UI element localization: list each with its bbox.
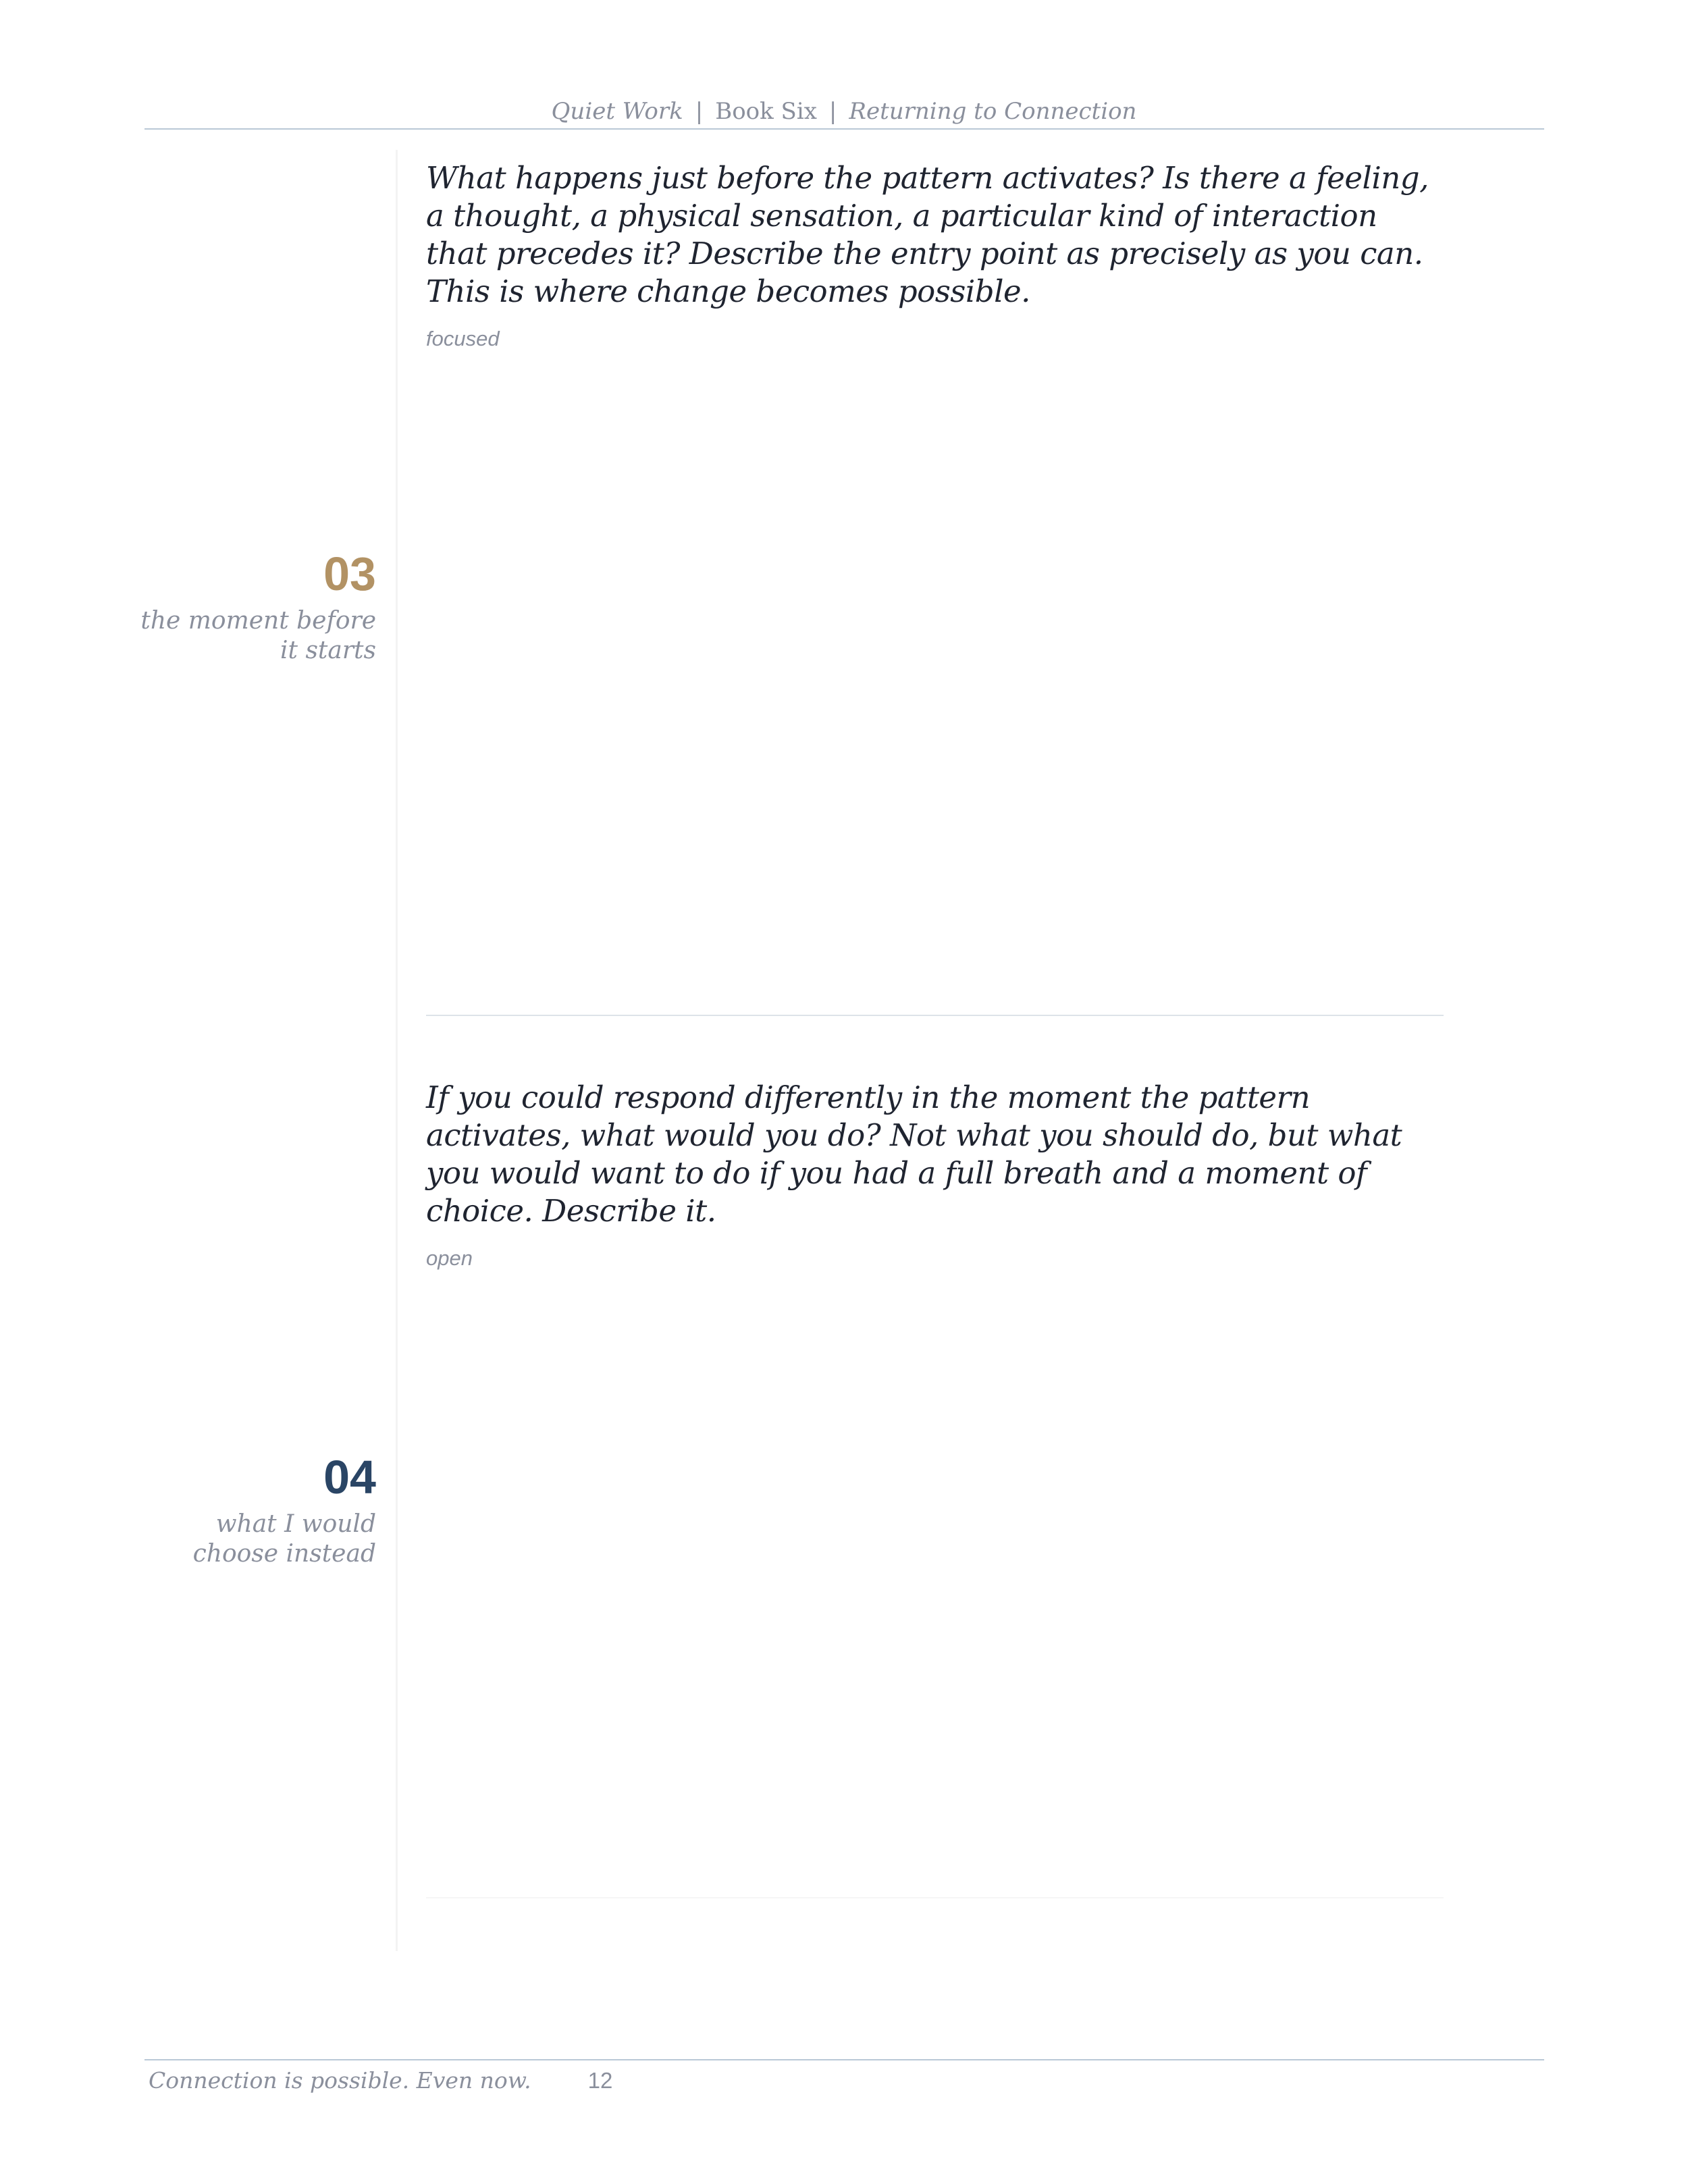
section-caption-line: choose instead — [192, 1540, 376, 1568]
book-number: Book Six — [715, 98, 817, 125]
header-rule — [144, 128, 1544, 130]
series-title: Quiet Work — [551, 98, 683, 125]
footer-rule — [144, 2059, 1544, 2060]
running-header — [0, 95, 1688, 128]
page-footer — [149, 2066, 612, 2096]
section-label — [133, 547, 376, 666]
section-number: 03 — [323, 548, 376, 600]
footer-tagline: Connection is possible. Even now. — [149, 2067, 531, 2094]
prompt-tone-tag: focused — [426, 327, 500, 350]
prompt-text: What happens just before the pattern activates? Is there a feeling, a thought, a physical sensation, a particular kind of interaction that precedes it? Describe the entry point as precisely as you can. This is where change becomes possible. — [426, 160, 1429, 309]
answer-space-rule — [426, 1015, 1444, 1016]
section-caption-line: it starts — [280, 637, 376, 664]
margin-divider — [396, 150, 398, 1951]
journal-prompt — [426, 1079, 1432, 1272]
section-caption — [133, 1510, 376, 1569]
answer-space-rule — [426, 1897, 1444, 1898]
section-label — [133, 1450, 376, 1569]
page-number: 12 — [587, 2068, 613, 2093]
section-caption-line: the moment before — [140, 607, 376, 635]
section-number: 04 — [323, 1451, 376, 1503]
prompt-tone-tag: open — [426, 1246, 473, 1270]
header-separator: | — [828, 98, 837, 125]
section-caption-line: what I would — [215, 1510, 376, 1538]
header-separator: | — [695, 98, 704, 125]
book-title: Returning to Connection — [849, 98, 1137, 125]
journal-prompt — [426, 159, 1432, 352]
prompt-text: If you could respond differently in the moment the pattern activates, what would you do? Not what you should do, but what you would want to do if you had a full breath and a moment of choice. Describe it. — [426, 1080, 1402, 1229]
section-caption — [133, 606, 376, 666]
